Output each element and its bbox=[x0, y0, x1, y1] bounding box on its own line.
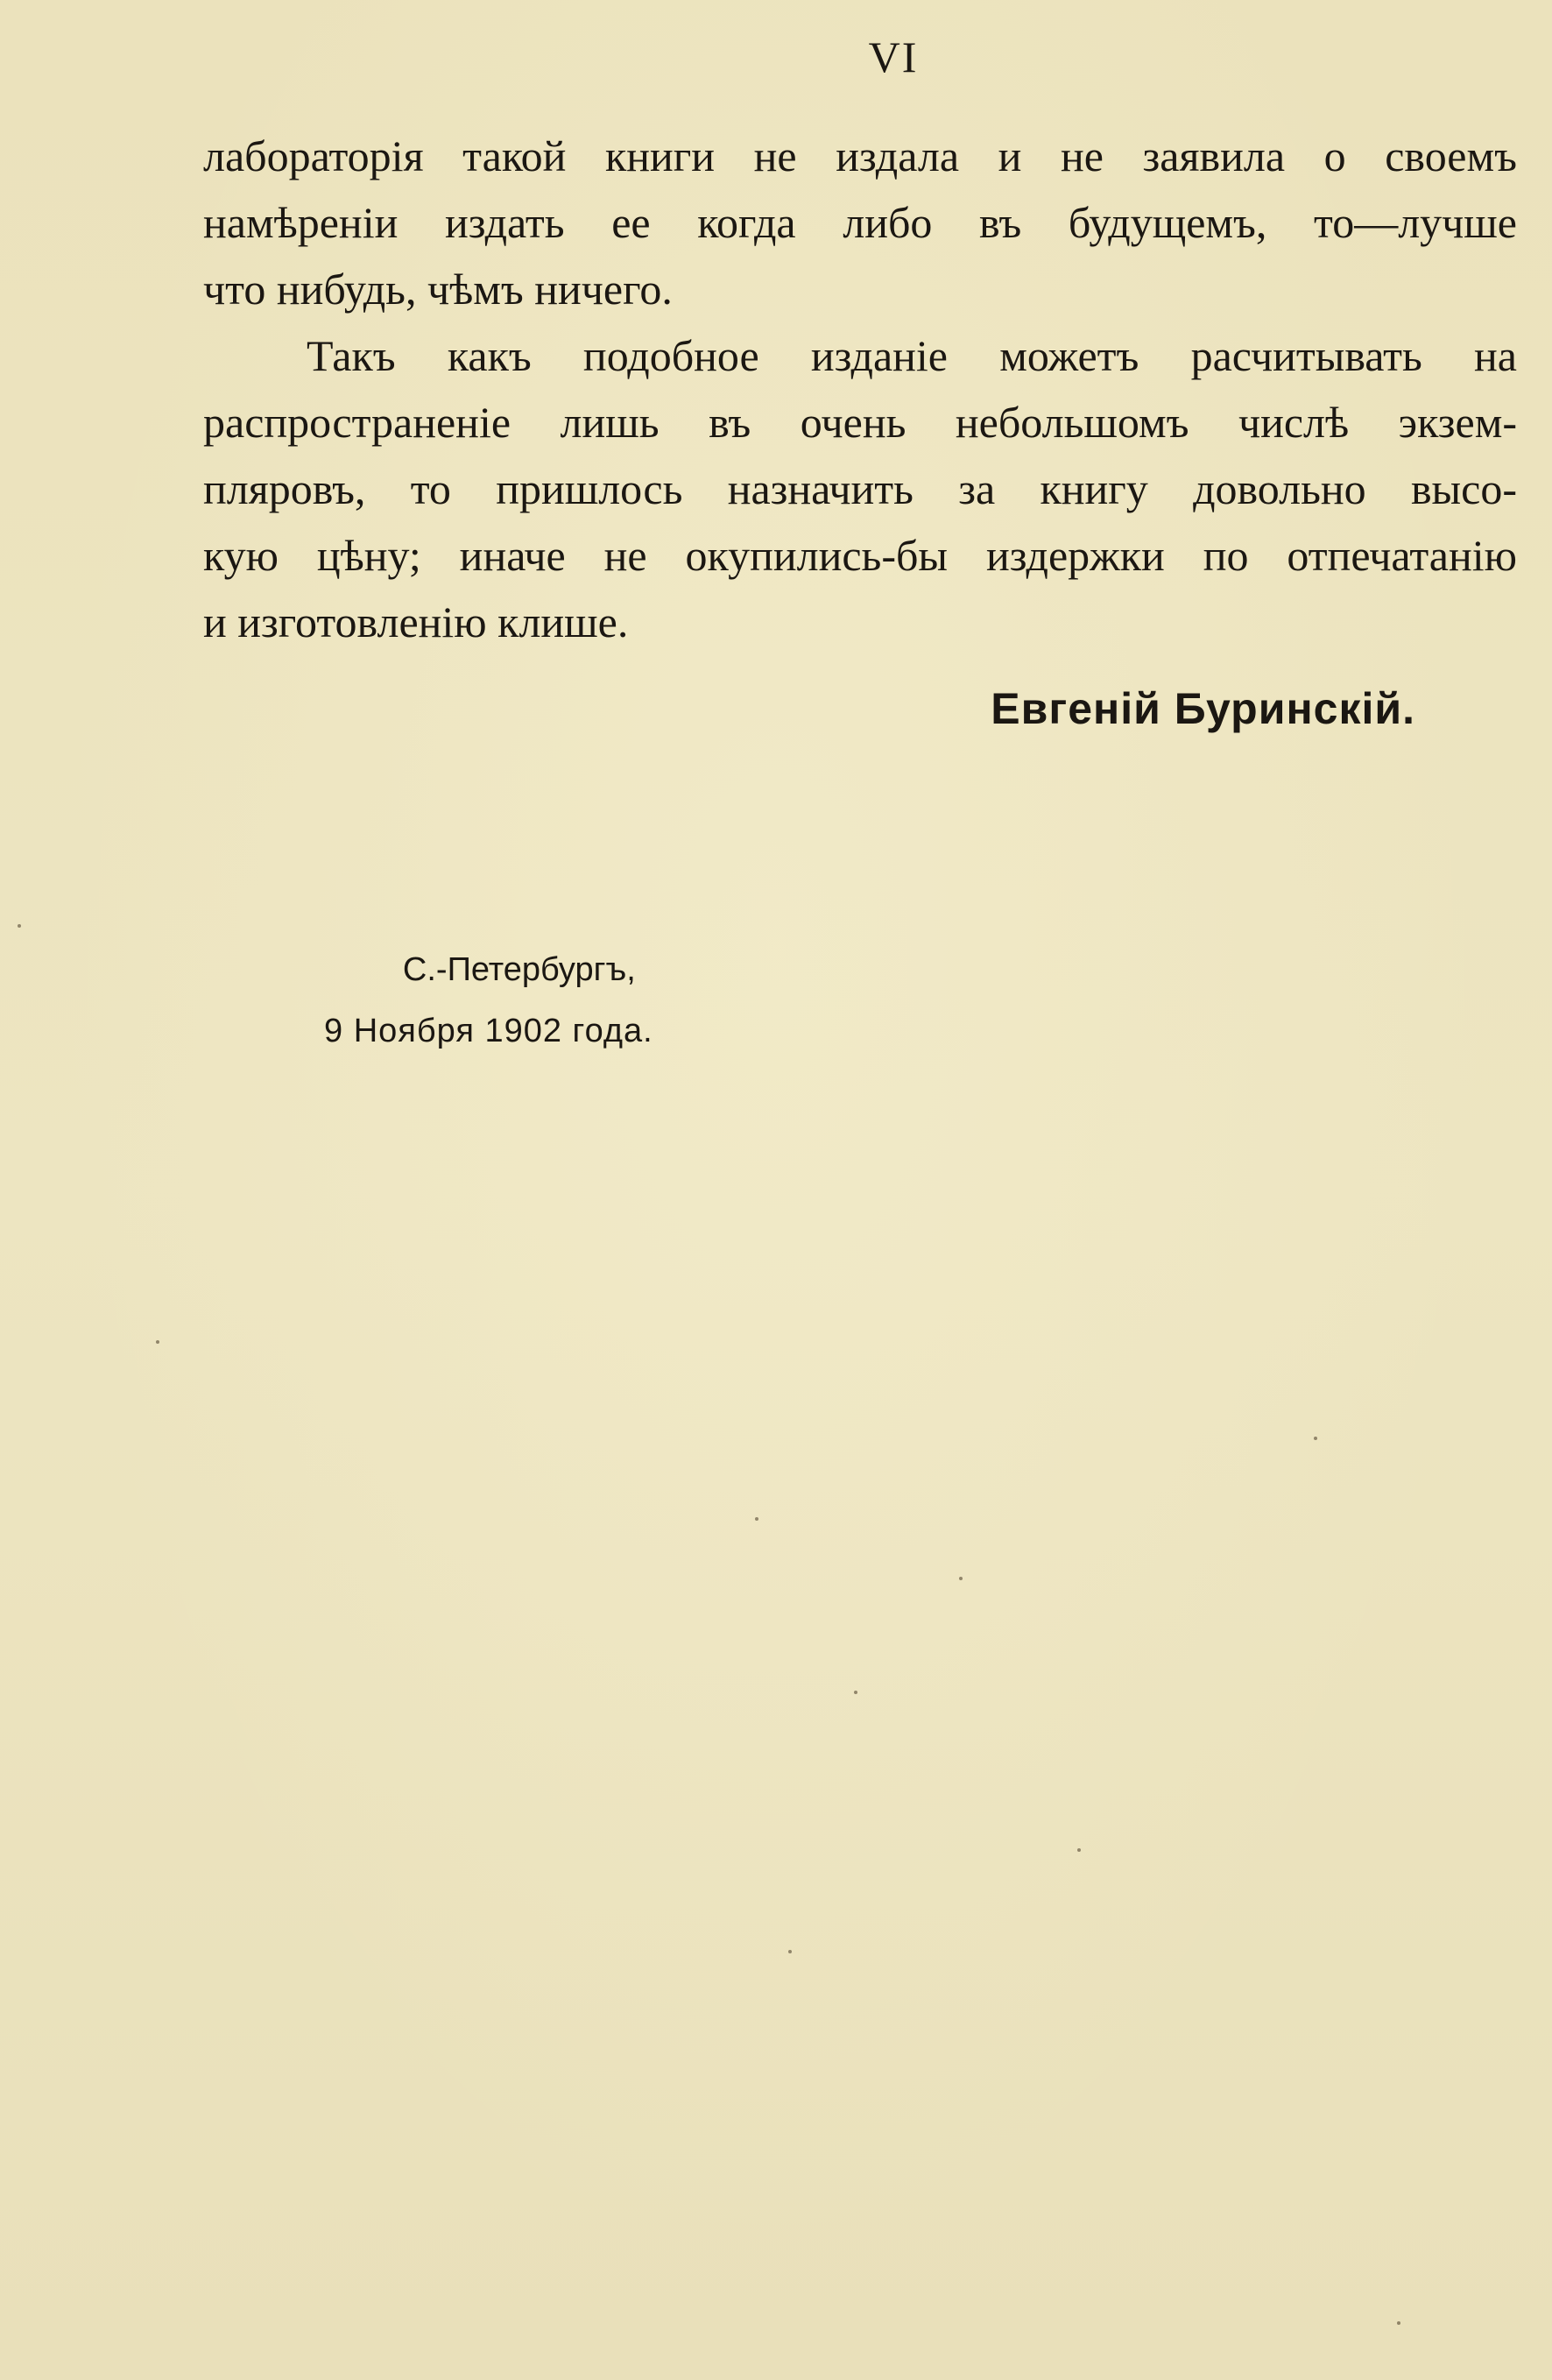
text-line: пляровъ, то пришлось назначить за книгу довольно высо- bbox=[203, 464, 1517, 513]
body-paragraphs bbox=[203, 123, 1517, 655]
text-line: что нибудь, чѣмъ ничего. bbox=[203, 265, 673, 314]
text-line: кую цѣну; иначе не окупились-бы издержки по отпечатанію bbox=[203, 531, 1517, 580]
paper-speck bbox=[18, 924, 21, 928]
text-line: намѣреніи издать ее когда либо въ будущемъ, то—лучше bbox=[203, 198, 1517, 247]
paper-speck bbox=[156, 1340, 159, 1344]
text-line: лабораторія такой книги не издала и не заявила о своемъ bbox=[203, 131, 1517, 180]
paper-speck bbox=[854, 1691, 857, 1694]
text-line: Такъ какъ подобное изданіе можетъ расчитывать на bbox=[307, 331, 1517, 380]
text-line: и изготовленію клише. bbox=[203, 597, 629, 646]
place-and-date bbox=[324, 939, 653, 1062]
text-line: распространеніе лишь въ очень небольшомъ числѣ экзем- bbox=[203, 398, 1517, 447]
paper-speck bbox=[1314, 1437, 1317, 1440]
paper-speck bbox=[788, 1950, 792, 1953]
paper-speck bbox=[1077, 1848, 1081, 1852]
author-signature: Евгеній Буринскій. bbox=[991, 684, 1415, 733]
place-line: С.-Петербургъ, bbox=[402, 951, 636, 988]
paper-speck bbox=[1397, 2321, 1400, 2325]
date-line: 9 Ноября 1902 года. bbox=[324, 1013, 653, 1049]
page-number: VI bbox=[868, 32, 919, 81]
paper-speck bbox=[959, 1577, 963, 1580]
paper-speck bbox=[755, 1517, 758, 1521]
